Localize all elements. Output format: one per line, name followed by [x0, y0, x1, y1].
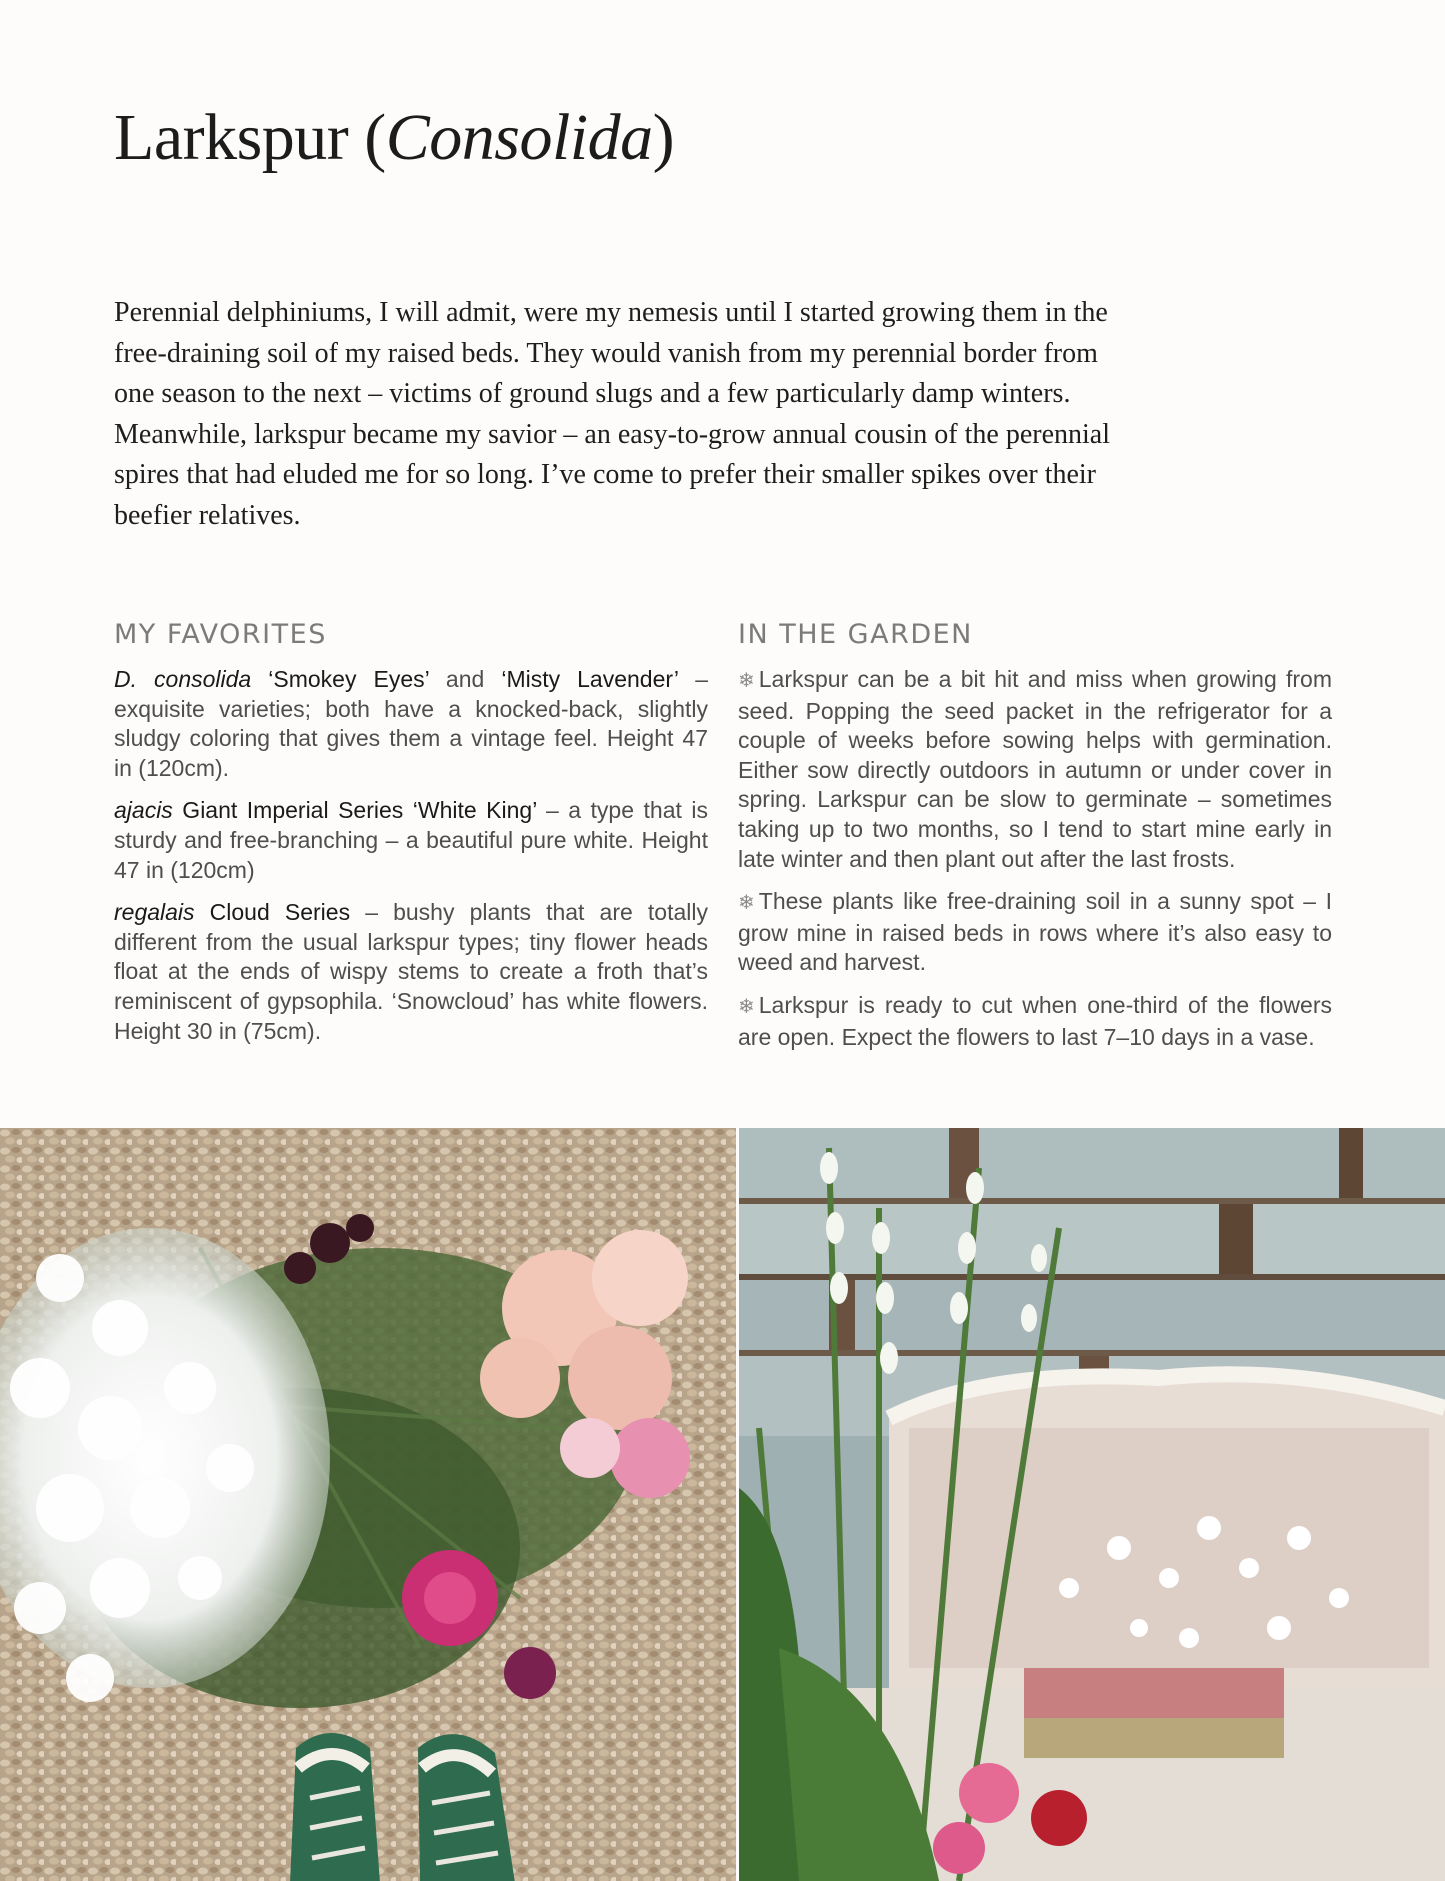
favorite-description: – exquisite varieties; both have a knocked-back, slightly sludgy coloring that gives them a vintage feel. Height 47 in (120cm).	[114, 666, 708, 781]
favorite-variety: ‘Misty Lavender’	[501, 666, 679, 692]
larkspur-on-sofa-photo	[739, 1128, 1445, 1881]
snowflake-bullet-icon: ❄	[738, 995, 755, 1018]
garden-tip	[738, 665, 1332, 874]
snowflake-bullet-icon: ❄	[738, 670, 755, 692]
favorite-joiner: and	[428, 666, 502, 692]
favorite-species: D. consolida	[114, 666, 252, 692]
bouquet-on-gravel-photo	[0, 1128, 736, 1881]
title-close: )	[652, 101, 675, 174]
garden-heading: IN THE GARDEN	[738, 619, 973, 650]
favorite-variety: ‘Smokey Eyes’	[251, 666, 429, 692]
garden-section	[738, 616, 1332, 1065]
favorites-heading: MY FAVORITES	[114, 619, 327, 650]
favorite-description: – a type that is sturdy and free-branching – a beautiful pure white. Height 47 in (120cm)	[114, 797, 708, 883]
favorite-entry	[114, 796, 708, 885]
favorite-description: – bushy plants that are totally different from the usual larkspur types; tiny flower heads float at the ends of wispy stems to create a froth that’s reminiscent of gypsophila. ‘Snowcloud’ has white flowers. Height 30 in (75cm).	[114, 899, 708, 1044]
favorite-entry	[114, 898, 708, 1046]
garden-tip	[738, 887, 1332, 978]
favorite-species: ajacis	[114, 797, 173, 824]
page-title	[114, 100, 674, 176]
intro-paragraph: Perennial delphiniums, I will admit, were my nemesis until I started growing them in the free-draining soil of my raised beds. They would vanish from my perennial border from one season to the next – victims of ground slugs and a few particularly damp winters. Meanwhile, larkspur became my savior – an easy-to-grow annual cousin of the perennial spires that had eluded me for so long. I’ve come to prefer their smaller spikes over their beefier relatives.	[114, 297, 1110, 531]
favorite-entry	[114, 665, 708, 783]
garden-tip-text: Larkspur can be a bit hit and miss when growing from seed. Popping the seed packet in the refrigerator for a couple of weeks before sowing helps with germination. Either sow directly outdoors in autumn or under cover in spring. Larkspur can be slow to germinate – sometimes taking up to two months, so I tend to start mine early in late winter and then plant out after the last frosts.	[738, 666, 1332, 872]
garden-tip-text: These plants like free-draining soil in a sunny spot – I grow mine in raised beds in rows where it’s also easy to weed and harvest.	[738, 888, 1332, 976]
favorite-variety: Giant Imperial Series ‘White King’	[172, 797, 537, 824]
snowflake-bullet-icon: ❄	[738, 892, 755, 915]
garden-tip	[738, 991, 1332, 1052]
title-latin-name: Consolida	[385, 101, 653, 174]
favorite-variety: Cloud Series	[194, 899, 351, 926]
favorite-species: regalais	[114, 899, 195, 926]
favorites-section	[114, 616, 708, 1059]
garden-tip-text: Larkspur is ready to cut when one-third of the flowers are open. Expect the flowers to last 7–10 days in a vase.	[738, 991, 1332, 1050]
title-common-name: Larkspur (	[114, 101, 386, 174]
